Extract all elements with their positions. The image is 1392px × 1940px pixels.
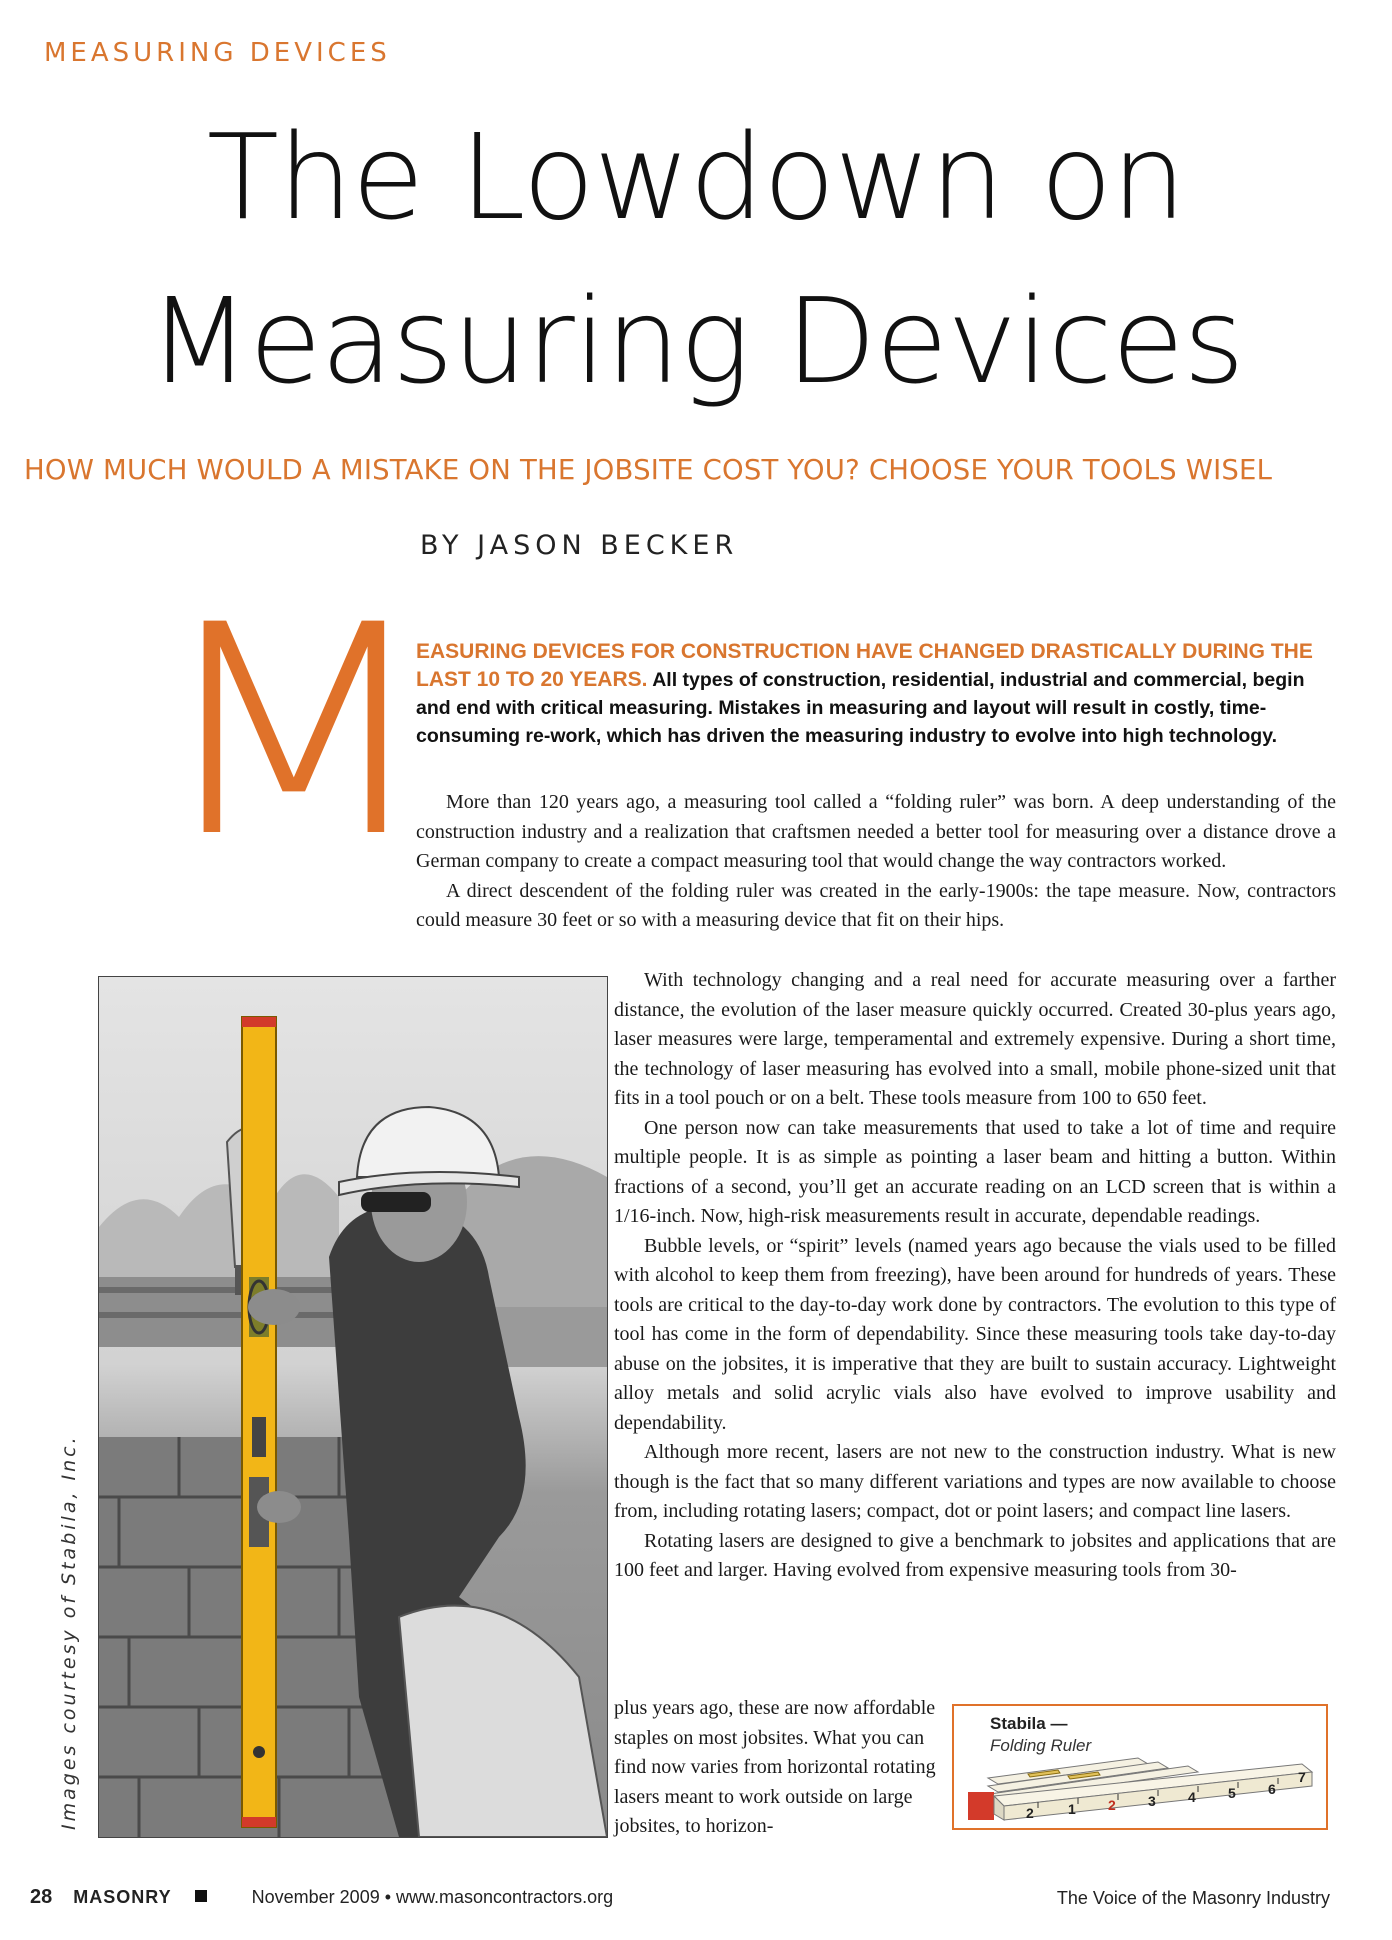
ruler-number: 4 bbox=[1188, 1789, 1196, 1805]
ruler-number: 2 bbox=[1108, 1797, 1116, 1813]
body-column-top bbox=[416, 788, 1336, 936]
folding-ruler-illustration bbox=[968, 1756, 1318, 1822]
ruler-number: 6 bbox=[1268, 1781, 1276, 1797]
footer-tagline: The Voice of the Masonry Industry bbox=[1056, 1888, 1330, 1908]
inset-title: Stabila — bbox=[990, 1714, 1068, 1733]
folding-ruler-inset bbox=[952, 1704, 1328, 1830]
section-label: MEASURING DEVICES bbox=[44, 38, 391, 68]
drop-cap: M bbox=[150, 564, 438, 901]
lede-paragraph bbox=[416, 638, 1336, 750]
paragraph: With technology changing and a real need for accurate measuring over a farther distance, the evolution of the laser measure quickly occurred. Created 30-plus years ago, laser measures were large, temperamental and extremely expensive. During a short time, the technology of laser measuring has evolved into a small, mobile phone-sized unit that fits in a tool pouch or on a belt. These tools measure from 100 to 650 feet. bbox=[614, 969, 1336, 1109]
ruler-number: 1 bbox=[1068, 1801, 1076, 1817]
ruler-number: 3 bbox=[1148, 1793, 1156, 1809]
ruler-number: 2 bbox=[1026, 1805, 1034, 1821]
inset-subtitle: Folding Ruler bbox=[990, 1736, 1092, 1755]
paragraph: One person now can take measurements that used to take a lot of time and require multiple people. It is as simple as pointing a laser beam and hitting a button. Within fractions of a second, you’ll get an accurate reading on an LCD screen that is within a 1/16-inch. Now, high-risk measurements result in accurate, dependable readings. bbox=[614, 1116, 1336, 1227]
headline-line-2: Measuring Devices bbox=[148, 272, 1244, 410]
paragraph: plus years ago, these are now affordable staples on most jobsites. What you can find now varies from horizontal rotating lasers meant to work outside on large jobsites, to horizon- bbox=[614, 1697, 936, 1837]
lede-text: All types of construction, residential, industrial and commercial, begin and end with critical measuring. Mistakes in measuring and layout will result in costly, time-consuming re-work, which has driven the measuring industry to evolve into high technology. bbox=[416, 669, 1305, 747]
deck-subheadline: HOW MUCH WOULD A MISTAKE ON THE JOBSITE COST YOU? CHOOSE YOUR TOOLS WISEL bbox=[24, 454, 1273, 486]
body-column-right bbox=[614, 966, 1336, 1586]
square-bullet-icon bbox=[195, 1890, 207, 1902]
footer-left bbox=[30, 1886, 613, 1909]
lede-caps: EASURING DEVICES FOR CONSTRUCTION HAVE CHANGED DRASTICALLY DURING THE LAST 10 TO 20 YEARS. bbox=[416, 640, 1313, 691]
paragraph: Rotating lasers are designed to give a benchmark to jobsites and applications that are 100 feet and larger. Having evolved from expensive measuring tools from 30- bbox=[614, 1529, 1336, 1581]
headline-line-1: The Lowdown on bbox=[206, 108, 1186, 246]
body-column-narrow bbox=[614, 1694, 936, 1842]
magazine-name: MASONRY bbox=[73, 1887, 172, 1907]
paragraph: Although more recent, lasers are not new to the construction industry. What is new though is the fact that so many different variations and types are now available to choose from, including rotating lasers; compact, dot or point lasers; and compact line lasers. bbox=[614, 1441, 1336, 1522]
worker-illustration bbox=[99, 977, 607, 1837]
issue-info: November 2009 • www.masoncontractors.org bbox=[251, 1887, 614, 1907]
photo-credit: Images courtesy of Stabila, Inc. bbox=[58, 1434, 80, 1830]
byline: BY JASON BECKER bbox=[420, 530, 739, 561]
paragraph: A direct descendent of the folding ruler was created in the early-1900s: the tape measure. Now, contractors could measure 30 feet or so with a measuring device that fit on their hips. bbox=[416, 879, 1336, 931]
worker-photo bbox=[98, 976, 608, 1838]
ruler-number: 5 bbox=[1228, 1785, 1236, 1801]
page-number: 28 bbox=[30, 1886, 53, 1908]
paragraph: More than 120 years ago, a measuring tool called a “folding ruler” was born. A deep understanding of the construction industry and a realization that craftsmen needed a better tool for measuring over a distance drove a German company to create a compact measuring tool that would change the way contractors worked. bbox=[416, 791, 1336, 872]
paragraph: Bubble levels, or “spirit” levels (named years ago because the vials used to be filled with alcohol to keep them from freezing), have been around for hundreds of years. These tools are critical to the day-to-day work done by contractors. The evolution to this type of tool has come in the form of dependability. Since these measuring tools take day-to-day abuse on the jobsites, it is imperative that they are built to sustain accuracy. Lightweight alloy metals and solid acrylic vials also have evolved to improve usability and dependability. bbox=[614, 1234, 1336, 1434]
ruler-number: 7 bbox=[1298, 1769, 1306, 1785]
